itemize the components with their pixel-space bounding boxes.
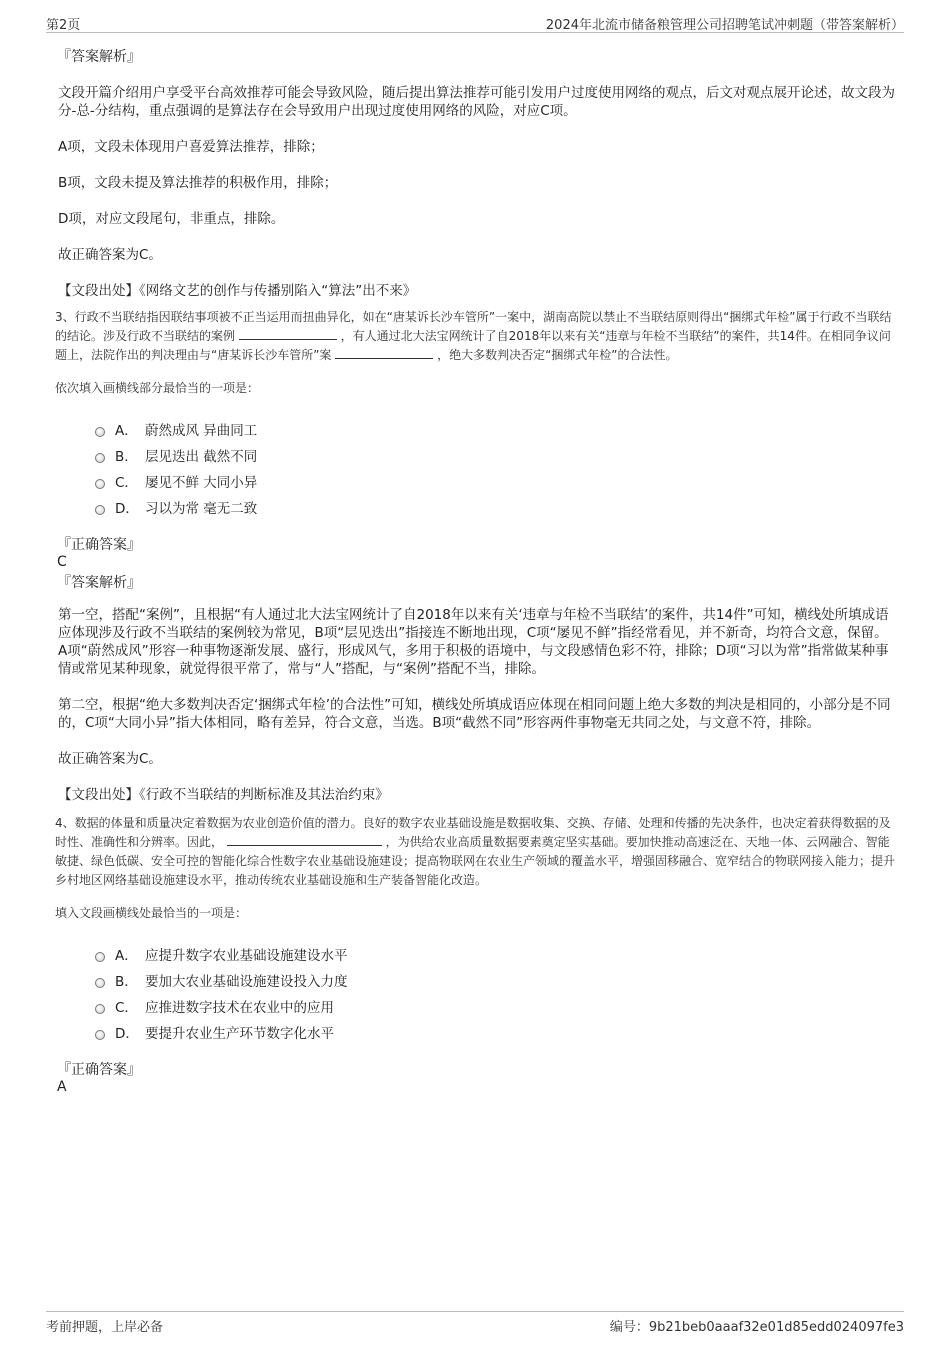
analysis-paragraph: B项，文段未提及算法推荐的积极作用，排除； xyxy=(58,175,338,191)
radio-icon[interactable] xyxy=(95,1030,105,1040)
source-citation: 【文段出处】《网络文艺的创作与传播别陷入“算法”出不来》 xyxy=(58,283,417,299)
option-d[interactable]: D． 要提升农业生产环节数字化水平 xyxy=(95,1021,895,1047)
footer-slogan: 考前押题，上岸必备 xyxy=(46,1320,164,1335)
page-header xyxy=(46,12,904,33)
page-number: 第2页 xyxy=(46,18,81,33)
option-list xyxy=(95,418,895,522)
radio-icon[interactable] xyxy=(95,427,105,437)
radio-icon[interactable] xyxy=(95,952,105,962)
option-b[interactable]: B． 层见迭出 截然不同 xyxy=(95,444,895,470)
question-3-text: 3、行政不当联结指因联结事项被不正当运用而扭曲异化，如在“唐某诉长沙车管所”一案中，湖南高院以禁止不当联结原则得出“捆绑式年检”属于行政不当联结的结论。涉及行政不当联结的案例 ，有人通过北大法宝网统计了自2018年以来有关“违章与年检不当联结”的案件，共14件。在相同争议问题上，法院作出的判决理由与“唐某诉长沙车管所”案 ，绝大多数判决否定“捆绑式年检”的合法性。 xyxy=(55,310,892,362)
radio-icon[interactable] xyxy=(95,505,105,515)
question-4-text: 4、数据的体量和质量决定着数据为农业创造价值的潜力。良好的数字农业基础设施是数据收集、交换、存储、处理和传播的先决条件，也决定着获得数据的及时性、准确性和分辨率。因此， ，为供给农业高质量数据要素奠定坚实基础。要加快推动高速泛在、天地一体、云网融合、智能敏捷、绿色低碳、安全可控的智能化综合性数字农业基础设施建设；提高物联网在农业生产领域的覆盖水平，增强固移融合、宽窄结合的物联网接入能力；提升乡村地区网络基础设施建设水平，推动传统农业基础设施和生产装备智能化改造。 xyxy=(55,816,896,887)
radio-icon[interactable] xyxy=(95,1004,105,1014)
conclusion-text: 故正确答案为C。 xyxy=(58,247,162,263)
source-citation: 【文段出处】《行政不当联结的判断标准及其法治约束》 xyxy=(58,787,389,803)
correct-answer: C xyxy=(57,554,67,570)
option-c[interactable]: C． 屡见不鲜 大同小异 xyxy=(95,470,895,496)
analysis-paragraph: 文段开篇介绍用户享受平台高效推荐可能会导致风险，随后提出算法推荐可能引发用户过度使用网络的观点，后文对观点展开论述，故文段为分-总-分结构，重点强调的是算法存在会导致用户出现过度使用网络的风险，对应C项。 xyxy=(58,85,895,119)
fill-blank xyxy=(335,346,433,359)
analysis-label: 『答案解析』 xyxy=(57,575,141,591)
conclusion-text: 故正确答案为C。 xyxy=(58,751,162,767)
analysis-label: 『答案解析』 xyxy=(57,49,141,65)
option-c[interactable]: C． 应推进数字技术在农业中的应用 xyxy=(95,995,895,1021)
document-title: 2024年北流市储备粮管理公司招聘笔试冲刺题（带答案解析） xyxy=(545,18,904,33)
option-a[interactable]: A． 应提升数字农业基础设施建设水平 xyxy=(95,943,895,969)
radio-icon[interactable] xyxy=(95,978,105,988)
analysis-paragraph: 第二空，根据“绝大多数判决否定‘捆绑式年检’的合法性”可知，横线处所填成语应体现在相同问题上绝大多数的判决是相同的，小部分是不同的，C项“大同小异”指大体相同，略有差异，符合文意，当选。B项“截然不同”形容两件事物毫无共同之处，与文意不符，排除。 xyxy=(58,697,891,731)
question-prompt: 依次填入画横线部分最恰当的一项是： xyxy=(55,381,260,395)
page-content xyxy=(55,44,895,1099)
page-footer xyxy=(46,1311,904,1335)
option-a[interactable]: A． 蔚然成风 异曲同工 xyxy=(95,418,895,444)
radio-icon[interactable] xyxy=(95,453,105,463)
analysis-paragraph: 第一空，搭配“案例”，且根据“有人通过北大法宝网统计了自2018年以来有关‘违章与年检不当联结’的案件，共14件”可知，横线处所填成语应体现涉及行政不当联结的案例较为常见，B项“层见迭出”指接连不断地出现，C项“屡见不鲜”指经常看见，并不新奇，均符合文意，保留。A项“蔚然成风”形容一种事物逐渐发展、盛行，形成风气，多用于积极的语境中，与文段感情色彩不符，排除；D项“习以为常”指常做某种事情或常见某种现象，就觉得很平常了，常与“人”搭配，与“案例”搭配不当，排除。 xyxy=(58,607,889,677)
correct-answer-label: 『正确答案』 xyxy=(57,1062,141,1078)
question-prompt: 填入文段画横线处最恰当的一项是： xyxy=(55,906,248,920)
correct-answer: A xyxy=(57,1079,67,1095)
analysis-paragraph: A项，文段未体现用户喜爱算法推荐，排除； xyxy=(58,139,324,155)
document-id: 编号：9b21beb0aaaf32e01d85edd024097fe3 xyxy=(609,1320,904,1335)
analysis-paragraph: D项，对应文段尾句，非重点，排除。 xyxy=(58,211,285,227)
option-list xyxy=(95,943,895,1047)
radio-icon[interactable] xyxy=(95,479,105,489)
correct-answer-label: 『正确答案』 xyxy=(57,537,141,553)
fill-blank xyxy=(239,327,337,340)
option-b[interactable]: B． 要加大农业基础设施建设投入力度 xyxy=(95,969,895,995)
option-d[interactable]: D． 习以为常 毫无二致 xyxy=(95,496,895,522)
fill-blank xyxy=(227,833,382,846)
